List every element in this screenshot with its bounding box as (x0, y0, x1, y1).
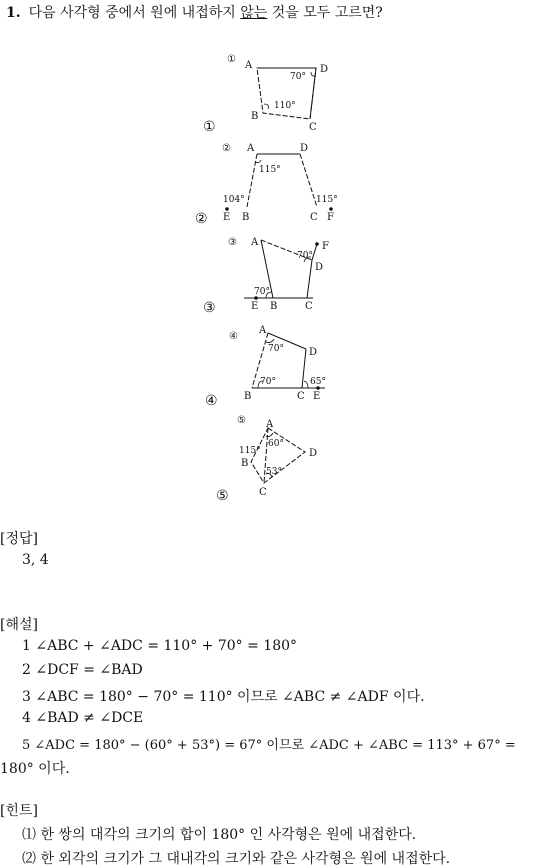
choice-1-vertex-b: B (251, 111, 259, 122)
explanation-line-6: 180° 이다. (0, 761, 70, 777)
choice-4-angle-b: 70° (260, 377, 276, 387)
explanation-line-4: 4 ∠BAD ≠ ∠DCE (22, 710, 144, 726)
choice-2-angle-cf: 115° (316, 195, 338, 205)
choice-4-angle-a: 70° (268, 344, 284, 354)
choice-3-mark: ③ (203, 300, 216, 316)
question-stem-underlined: 않는 (240, 5, 268, 21)
choice-3-vertex-d: D (315, 262, 324, 273)
hint-line-2: ⑵ 한 외각의 크기가 그 대내각의 크기와 같은 사각형은 원에 내접한다. (22, 851, 451, 867)
choice-5-vertex-c: C (259, 487, 267, 498)
choice-5-small-mark: ⑤ (237, 415, 246, 426)
choice-2-vertex-e: E (223, 212, 231, 223)
choice-2-vertex-c: C (310, 212, 318, 223)
choice-3-figure (203, 237, 329, 316)
choice-4-vertex-d: D (309, 347, 318, 358)
choice-3-vertex-b: B (270, 301, 278, 312)
choice-1-figure (203, 54, 328, 135)
choice-5-vertex-a: A (266, 419, 274, 430)
choice-5-angle-b: 115° (239, 446, 261, 456)
answer-heading: [정답] (0, 531, 38, 547)
choice-2-vertex-f: F (327, 212, 334, 223)
question-number: 1. (6, 5, 21, 21)
choice-3-angle-b: 70° (254, 287, 270, 297)
choice-3-vertex-f: F (322, 241, 329, 252)
choice-1-vertex-d: D (320, 64, 329, 75)
choice-1-quadrilateral (257, 68, 316, 119)
choice-5-vertex-d: D (309, 448, 318, 459)
choice-3-small-mark: ③ (228, 237, 237, 248)
choice-5-angle-c: 53° (266, 467, 282, 477)
choice-5-figure (216, 415, 317, 504)
choice-1-mark: ① (203, 119, 216, 135)
choice-2-angle-eb: 104° (223, 195, 245, 205)
choice-4-vertex-c: C (297, 391, 305, 402)
choice-4-vertex-a: A (259, 325, 267, 336)
choice-3-vertex-a: A (251, 237, 259, 248)
choice-2-angle-a: 115° (259, 165, 281, 175)
choice-2-figure (195, 143, 338, 227)
explanation-heading: [해설] (0, 617, 38, 633)
choice-1-angle-b: 110° (274, 101, 296, 111)
answer-value: 3, 4 (22, 552, 49, 568)
choice-1-vertex-c: C (309, 122, 317, 133)
choice-2-mark: ② (195, 211, 208, 227)
choice-1-angle-d: 70° (290, 72, 306, 82)
choice-5-angle-a: 60° (268, 439, 284, 449)
choice-2-vertex-d: D (300, 143, 309, 154)
choice-4-small-mark: ④ (229, 331, 238, 342)
choice-1-small-mark: ① (227, 54, 236, 65)
choice-2-vertex-a: A (247, 143, 255, 154)
hint-line-1: ⑴ 한 쌍의 대각의 크기의 합이 180° 인 사각형은 원에 내접한다. (22, 827, 417, 843)
choice-4-vertex-b: B (244, 391, 252, 402)
choice-3-vertex-c: C (305, 301, 313, 312)
explanation-line-1: 1 ∠ABC + ∠ADC = 110° + 70° = 180° (22, 638, 298, 654)
hint-heading: [힌트] (0, 803, 38, 819)
question-stem-before: 다음 사각형 중에서 원에 내접하지 (28, 5, 241, 21)
choice-4-angle-ce: 65° (310, 377, 326, 387)
choice-2-vertex-b: B (242, 212, 250, 223)
question-stem-after: 것을 모두 고르면? (267, 5, 383, 21)
choice-5-mark: ⑤ (216, 488, 229, 504)
choice-1-vertex-a: A (245, 60, 253, 71)
choice-3-angle-d: 70° (297, 251, 313, 261)
explanation-line-2: 2 ∠DCF = ∠BAD (22, 662, 143, 678)
choice-3-vertex-e: E (251, 301, 259, 312)
choice-2-small-mark: ② (222, 143, 231, 154)
choice-4-figure (205, 325, 326, 409)
explanation-line-3: 3 ∠ABC = 180° − 70° = 110° 이므로 ∠ABC ≠ ∠ADF 이다. (22, 689, 425, 705)
explanation-line-5: 5 ∠ADC = 180° − (60° + 53°) = 67° 이므로 ∠ADC + ∠ABC = 113° + 67° = (22, 738, 516, 753)
choice-4-mark: ④ (205, 393, 218, 409)
choice-4-vertex-e: E (313, 391, 321, 402)
choice-5-vertex-b: B (241, 458, 249, 469)
